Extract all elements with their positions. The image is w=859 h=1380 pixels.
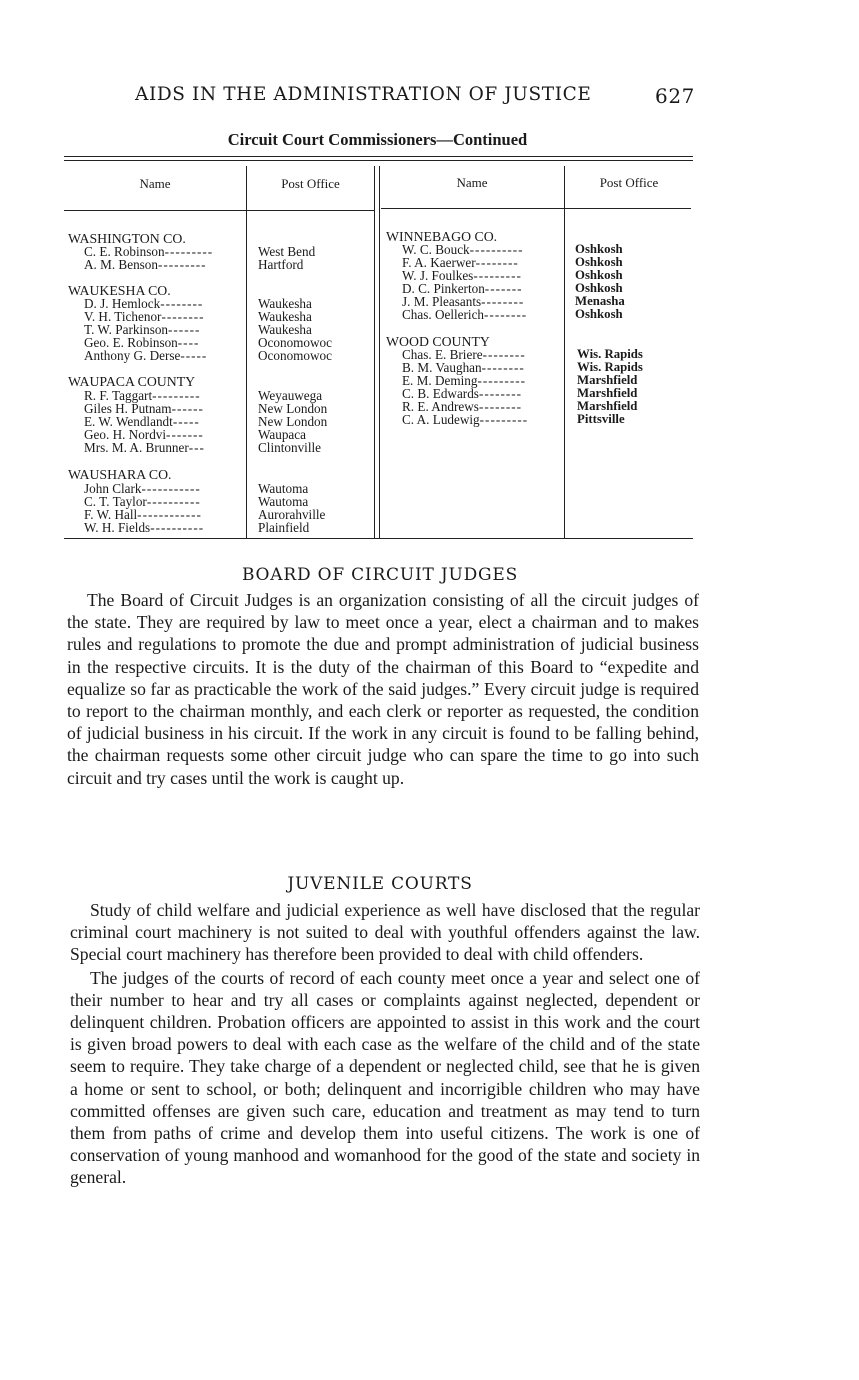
header-bottom-rule-left xyxy=(64,210,375,211)
post-office: Pittsville xyxy=(577,412,625,426)
paragraph: Study of child welfare and judicial experience as well have disclosed that the regular criminal court machinery is not suited to deal with youthful offenders against the law. Special court machinery has therefore been provided to deal with child offenders. xyxy=(70,900,700,965)
commissioner-name: A. M. Benson--------- xyxy=(84,257,207,272)
commissioner-name: Anthony G. Derse----- xyxy=(84,348,208,363)
post-office: Oshkosh xyxy=(575,307,623,321)
commissioner-name: Giles H. Putnam------ xyxy=(84,401,204,416)
commissioner-name: Mrs. M. A. Brunner--- xyxy=(84,440,205,455)
commissioner-name: W. C. Bouck---------- xyxy=(402,242,524,257)
commissioner-name: Geo. E. Robinson---- xyxy=(84,335,200,350)
col-divider-center-a xyxy=(374,166,375,539)
commissioner-name: Geo. H. Nordvi------- xyxy=(84,427,204,442)
section-heading-juvenile: JUVENILE COURTS xyxy=(287,874,473,894)
commissioner-name: T. W. Parkinson------ xyxy=(84,322,201,337)
col-divider-left xyxy=(246,166,247,539)
post-office: Hartford xyxy=(258,257,304,272)
post-office: Aurorahville xyxy=(258,507,326,522)
post-office: Oshkosh xyxy=(575,281,623,295)
county-heading: WOOD COUNTY xyxy=(386,334,490,349)
post-office: Weyauwega xyxy=(258,388,323,403)
commissioner-name: D. J. Hemlock-------- xyxy=(84,296,204,311)
commissioner-name: V. H. Tichenor-------- xyxy=(84,309,205,324)
table-top-rule-1 xyxy=(64,156,693,157)
commissioner-name: C. T. Taylor---------- xyxy=(84,494,201,509)
commissioner-name: Chas. Oellerich-------- xyxy=(402,307,528,322)
paragraph: The Board of Circuit Judges is an organization consisting of all the circuit judges of the state. They are required by law to meet once a year, elect a chairman and to makes rules and regulations to promote the due and prompt administration of judicial business in the respective circuits. It is the duty of the chairman of this Board to “expedite and equalize so far as practicable the work of the said judges.” Every circuit judge is required to report to the chairman monthly, and each clerk or reporter as requested, the condition of judicial business in his circuit. If the work in any circuit is found to be falling behind, the chairman requests some other circuit judge who can spare the time to go into such circuit and try cases until the work is caught up. xyxy=(67,590,699,788)
post-office: Marshfield xyxy=(577,386,638,400)
post-office: Plainfield xyxy=(258,520,310,535)
post-office: New London xyxy=(258,414,328,429)
post-office: Marshfield xyxy=(577,373,638,387)
commissioner-name: F. A. Kaerwer-------- xyxy=(402,255,519,270)
commissioner-name: E. W. Wendlandt----- xyxy=(84,414,200,429)
section-heading-board: BOARD OF CIRCUIT JUDGES xyxy=(241,565,519,585)
county-heading: WAUPACA COUNTY xyxy=(68,374,196,389)
commissioner-name: W. J. Foulkes--------- xyxy=(402,268,522,283)
running-head xyxy=(135,84,695,108)
commissioner-name: C. B. Edwards-------- xyxy=(402,386,523,401)
post-office: Clintonville xyxy=(258,440,322,455)
header-bottom-rule-right xyxy=(381,208,691,209)
commissioners-table xyxy=(64,156,693,539)
section-body-board xyxy=(67,589,699,789)
post-office: West Bend xyxy=(258,244,316,259)
commissioner-name: B. M. Vaughan-------- xyxy=(402,360,525,375)
commissioner-name: W. H. Fields---------- xyxy=(84,520,205,535)
commissioner-name: C. A. Ludewig--------- xyxy=(402,412,529,427)
post-office: New London xyxy=(258,401,328,416)
post-office: Wautoma xyxy=(258,481,309,496)
post-office: Waukesha xyxy=(258,322,312,337)
col-divider-center-b xyxy=(379,166,380,539)
commissioner-name: R. E. Andrews-------- xyxy=(402,399,523,414)
post-office: Waukesha xyxy=(258,309,312,324)
county-heading: WASHINGTON CO. xyxy=(68,231,186,246)
post-office: Oshkosh xyxy=(575,255,623,269)
table-top-rule-2 xyxy=(64,160,693,161)
running-title: AIDS IN THE ADMINISTRATION OF JUSTICE xyxy=(135,84,592,105)
commissioner-name: J. M. Pleasants-------- xyxy=(402,294,525,309)
page-number: 627 xyxy=(655,84,695,108)
commissioner-name: E. M. Deming--------- xyxy=(402,373,526,388)
post-office: Waukesha xyxy=(258,296,312,311)
county-heading: WINNEBAGO CO. xyxy=(386,229,498,244)
commissioner-name: F. W. Hall------------ xyxy=(84,507,202,522)
section-body-juvenile xyxy=(70,899,700,1189)
county-heading: WAUSHARA CO. xyxy=(68,467,172,482)
post-office: Oconomowoc xyxy=(258,348,332,363)
post-office: Wis. Rapids xyxy=(577,347,643,361)
commissioner-name: C. E. Robinson--------- xyxy=(84,244,214,259)
post-office: Waupaca xyxy=(258,427,306,442)
header-office-right: Post Office xyxy=(599,175,659,190)
post-office: Menasha xyxy=(575,294,625,308)
post-office: Wis. Rapids xyxy=(577,360,643,374)
col-divider-right xyxy=(564,166,565,539)
header-office-left: Post Office xyxy=(281,176,340,191)
commissioner-name: Chas. E. Briere-------- xyxy=(402,347,526,362)
paragraph: The judges of the courts of record of each county meet once a year and select one of their number to hear and try all cases or complaints against neglected, dependent or delinquent children. Probation officers are appointed to assist in this work and the court is given broad powers to deal with each case as the welfare of the child and of the state seem to require. They take charge of a dependent or neglected child, see that he is given a home or sent to school, or both; delinquent and incorrigible children who may have committed offenses are given such care, education and treatment as may tend to turn them from paths of crime and develop them into useful citizens. The work is one of conservation of young manhood and womanhood for the good of the state and society in general. xyxy=(70,967,700,1188)
commissioner-name: D. C. Pinkerton------- xyxy=(402,281,523,296)
post-office: Marshfield xyxy=(577,399,638,413)
header-name-right: Name xyxy=(456,175,488,190)
post-office: Oshkosh xyxy=(575,268,623,282)
header-name-left: Name xyxy=(139,176,171,191)
post-office: Wautoma xyxy=(258,494,309,509)
post-office: Oshkosh xyxy=(575,242,623,256)
county-heading: WAUKESHA CO. xyxy=(68,283,171,298)
commissioner-name: John Clark----------- xyxy=(84,481,201,496)
post-office: Oconomowoc xyxy=(258,335,332,350)
table-title: Circuit Court Commissioners—Continued xyxy=(227,130,528,149)
commissioner-name: R. F. Taggart--------- xyxy=(84,388,201,403)
